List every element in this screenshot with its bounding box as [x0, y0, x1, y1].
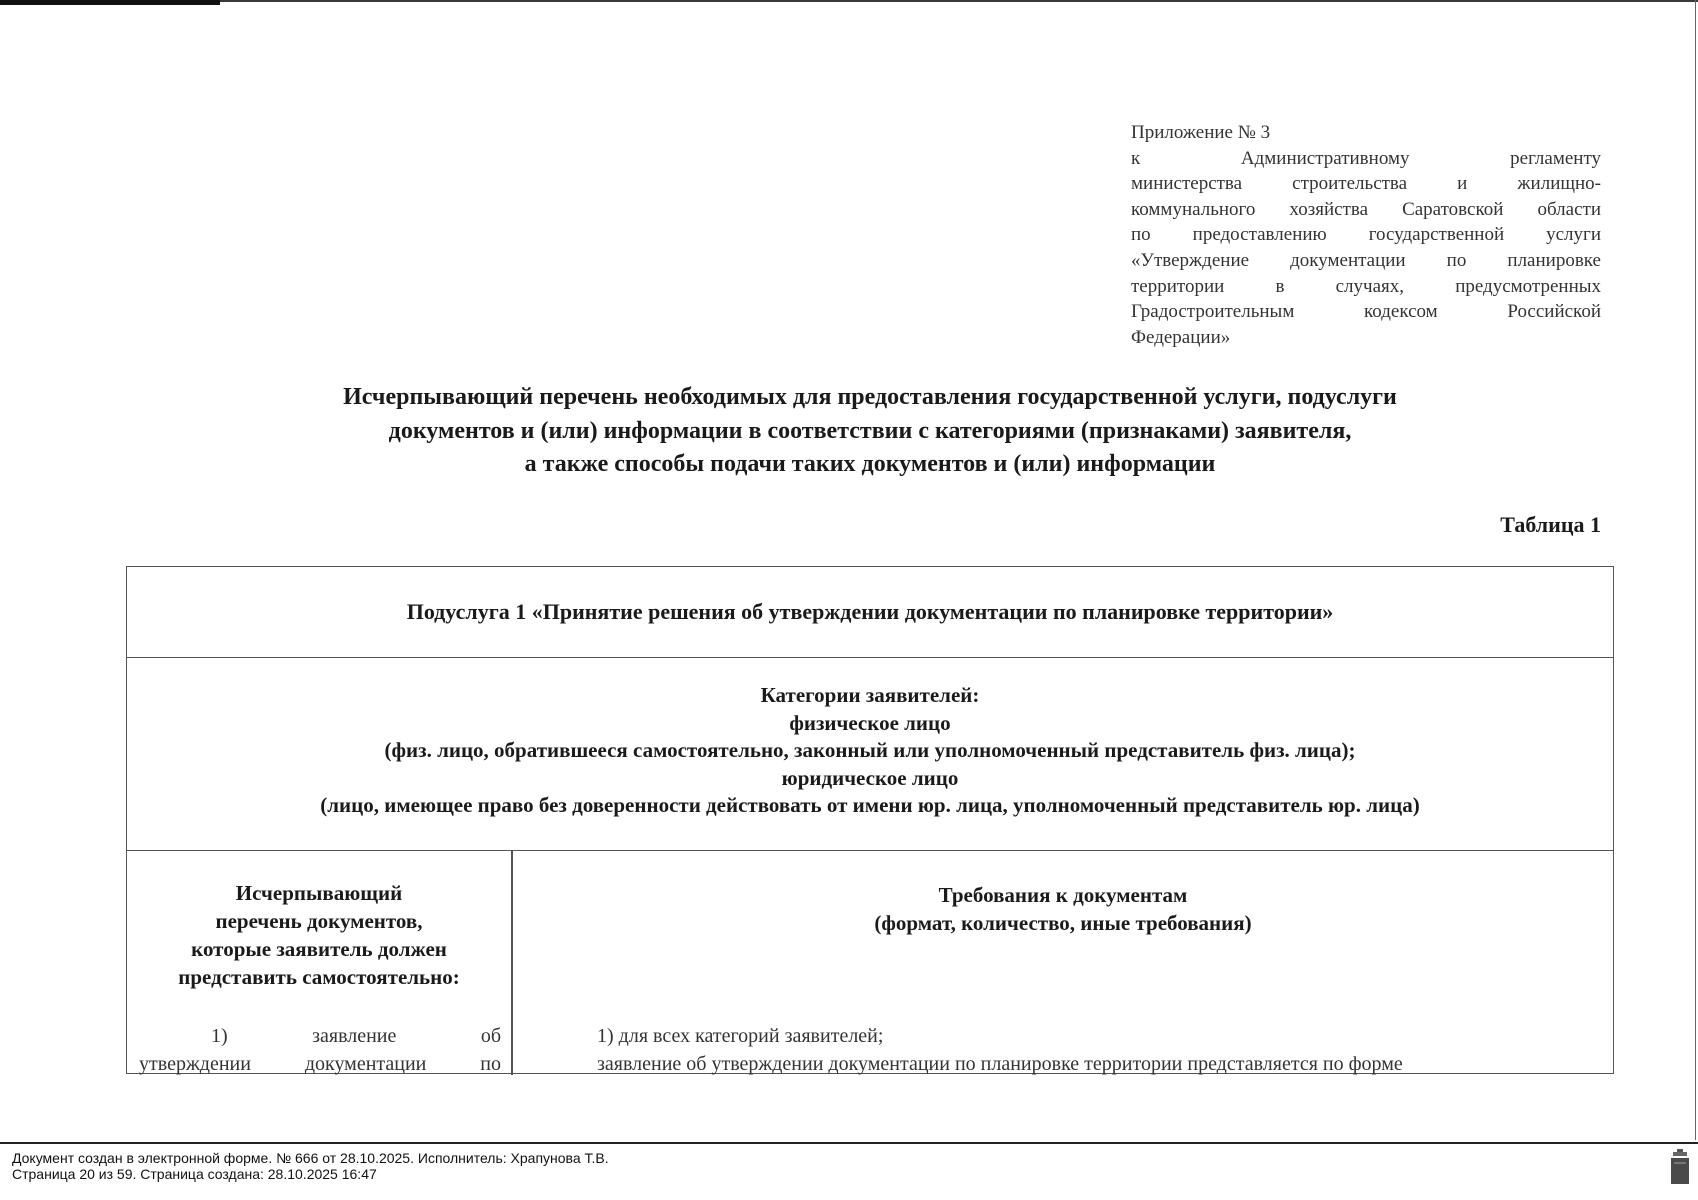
right-border-line	[1695, 0, 1696, 1140]
subservice-title: Подуслуга 1 «Принятие решения об утверждении документации по планировке территории»	[406, 599, 1334, 624]
footer-doc-info: Документ создан в электронной форме. № 666 от 28.10.2025. Исполнитель: Храпунова Т.В.	[12, 1150, 609, 1166]
header-line: Исчерпывающий	[235, 881, 403, 905]
emblem-stamp-icon	[1669, 1148, 1691, 1186]
categories-line: юридическое лицо	[781, 765, 959, 790]
body-line: 1) заявление об	[211, 1025, 501, 1047]
annex-header	[1131, 120, 1601, 350]
table-label: Таблица 1	[1500, 512, 1601, 537]
documents-list-cell	[127, 851, 511, 1075]
top-border-mark	[0, 0, 220, 5]
categories-line: Категории заявителей:	[760, 683, 980, 707]
subservice-row	[127, 567, 1613, 658]
title-line: Исчерпывающий перечень необходимых для предоставления государственной услуги, подуслуги	[343, 384, 1397, 410]
body-line: заявление об утверждении документации по планировке территории представляется по форме	[597, 1053, 1403, 1075]
body-line: 1) для всех категорий заявителей;	[597, 1025, 884, 1047]
top-border-line	[0, 0, 1698, 2]
annex-line: коммунального хозяйства Саратовской области	[1131, 198, 1601, 220]
body-line: утверждении документации по	[139, 1053, 501, 1075]
header-line: которые заявитель должен	[191, 937, 447, 961]
documents-list-header	[127, 879, 511, 991]
footer	[12, 1150, 609, 1182]
annex-line: территории в случаях, предусмотренных	[1131, 275, 1601, 297]
requirements-cell	[513, 851, 1613, 1075]
title-line: а также способы подачи таких документов и (или) информации	[524, 451, 1216, 477]
footer-divider	[0, 1142, 1698, 1144]
categories-line: (физ. лицо, обратившееся самостоятельно, законный или уполномоченный представитель физ. лица);	[384, 738, 1356, 762]
annex-line: «Утверждение документации по планировке	[1131, 249, 1601, 271]
annex-line: по предоставлению государственной услуги	[1131, 224, 1601, 246]
header-line: (формат, количество, иные требования)	[874, 911, 1252, 935]
header-line: перечень документов,	[215, 909, 423, 933]
documents-list-body	[139, 1022, 501, 1078]
annex-line: Федерации»	[1131, 326, 1231, 348]
categories-line: (лицо, имеющее право без доверенности действовать от имени юр. лица, уполномоченный представитель юр. лица)	[320, 793, 1420, 817]
header-line: Требования к документам	[938, 883, 1188, 907]
annex-line: министерства строительства и жилищно-	[1131, 173, 1601, 195]
footer-page-info: Страница 20 из 59. Страница создана: 28.10.2025 16:47	[12, 1166, 377, 1182]
documents-table	[126, 566, 1614, 1074]
requirements-body	[597, 1022, 1609, 1078]
requirements-header	[513, 881, 1613, 937]
title-line: документов и (или) информации в соответствии с категориями (признаками) заявителя,	[388, 417, 1352, 444]
annex-line: Градостроительным кодексом Российской	[1131, 301, 1601, 323]
annex-line: к Административному регламенту	[1131, 147, 1601, 169]
document-title	[150, 381, 1590, 482]
header-line: представить самостоятельно:	[178, 965, 460, 989]
categories-line: физическое лицо	[789, 710, 951, 735]
applicant-categories-row	[127, 658, 1613, 851]
annex-line: Приложение № 3	[1131, 122, 1271, 143]
